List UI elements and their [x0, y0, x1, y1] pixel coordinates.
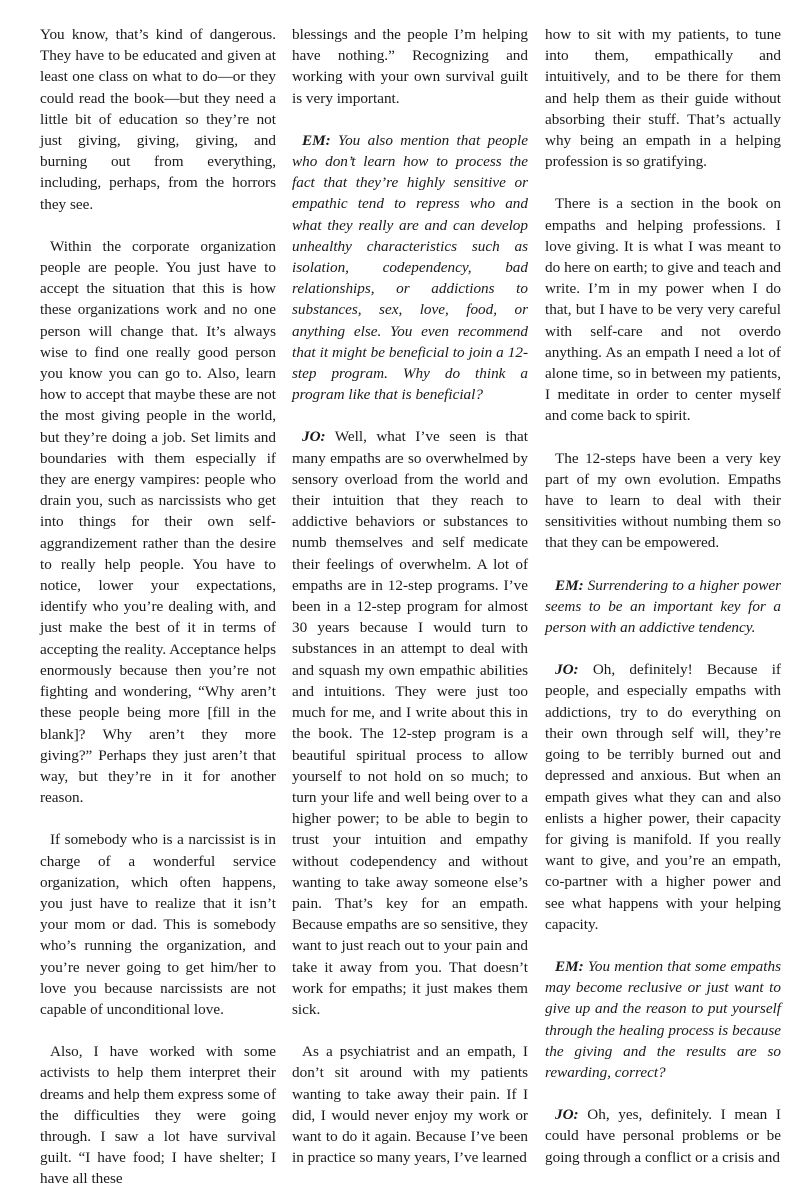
- interview-answer: [545, 659, 781, 935]
- interview-question: [292, 130, 528, 406]
- body-paragraph: [40, 236, 276, 808]
- body-paragraph: [40, 1041, 276, 1189]
- paragraph-text: If somebody who is a narcissist is in charge of a wonderful service organization, which often happens, you just have to realize that it isn’t your mom or dad. This is somebody who’s running the organization, and you’re never going to get him/her to love you because narcissists are not capable of unconditional love.: [40, 831, 276, 1018]
- body-paragraph: [292, 1041, 528, 1168]
- interview-answer: [545, 1104, 781, 1168]
- interview-question: [545, 575, 781, 639]
- speaker-label: EM:: [555, 957, 584, 975]
- speaker-label: JO:: [302, 428, 326, 446]
- speaker-label: JO:: [555, 1106, 579, 1124]
- paragraph-text: You mention that some empaths may become reclusive or just want to give up and the reason to put yourself through the healing process is because the giving and the results are so rewarding, correct?: [545, 957, 781, 1081]
- paragraph-text: The 12-steps have been a very key part of my own evolution. Empaths have to learn to deal with their sensitivities without numbing them so that they can be empowered.: [545, 449, 781, 552]
- paragraph-text: As a psychiatrist and an empath, I don’t sit around with my patients wanting to take away their pain. If I did, I would never enjoy my work or want to do it again. Because I’ve been in practice so many years, I’ve learned: [292, 1043, 528, 1167]
- body-paragraph: [40, 24, 276, 215]
- paragraph-text: Oh, definitely! Because if people, and especially empaths with addictions, try to do everything on their own through self will, they’re going to be terribly burned out and depressed and anxious. But when an empath gives what they can and also enlists a higher power, their capacity for giving is manifold. If you really want to give, and you’re an empath, co-partner with a higher power and see what happens with your helping capacity.: [545, 661, 781, 933]
- paragraph-text: Oh, yes, definitely. I mean I could have personal problems or be going through a conflict or a crisis and: [545, 1106, 781, 1166]
- paragraph-text: You know, that’s kind of dangerous. They have to be educated and given at least one class on what to do—or they could read the book—but they need a little bit of education so they’re not just giving, giving, giving, and burning out from everything, including, perhaps, from the horrors they see.: [40, 26, 276, 213]
- paragraph-text: blessings and the people I’m helping have nothing.” Recognizing and working with your own survival guilt is very important.: [292, 26, 528, 107]
- paragraph-text: Well, what I’ve seen is that many empaths are so overwhelmed by sensory overload from the world and their intuition that they reach to addictive behaviors or substances to numb themselves and self medicate their feelings of overwhelm. A lot of empaths are in 12-step programs. I’ve been in a 12-step program for almost 30 years because I would turn to substances in an attempt to deal with and squash my own empathic abilities and intuitions. They were just too much for me, and I write about this in the book. The 12-step program is a beautiful spiritual process to allow yourself to not hold on so much; to turn your life and well being over to a higher power; to be able to begin to trust your intuition and empathy without codependency and without wanting to take away someone else’s pain. That’s key for an empath. Because empaths are so sensitive, they want to just reach out to your pain and take it away from you. That doesn’t work for empaths; it just makes them sick.: [292, 428, 528, 1018]
- paragraph-text: Within the corporate organization people are people. You just have to accept the situation that this is how these organizations work and no one person will change that. It’s always wise to find one really good person you know you can go to. Also, learn how to accept that maybe these are not the most giving people in the world, but they’re doing a job. Set limits and boundaries with them especially if they are energy vampires: people who drain you, such as narcissists who get into things for their own self-aggrandizement rather than the desire to really help people. You have to notice, lower your expectations, identify who you’re dealing with, and just make the best of it in terms of accepting the reality. Acceptance helps enormously because then you’re not fighting and wondering, “Why aren’t these people being more [fill in the blank]? Why aren’t they more giving?” Perhaps they just aren’t that way, but they’re in it for another reason.: [40, 237, 276, 807]
- paragraph-text: how to sit with my patients, to tune into them, empathically and intuitively, and to be there for them and help them as their guide without absorbing their stuff. That’s actually why being an empath in a helping profession is so gratifying.: [545, 26, 781, 171]
- paragraph-text: Surrendering to a higher power seems to be an important key for a person with an addictive tendency.: [545, 576, 781, 637]
- text-column-1: [40, 24, 276, 1188]
- body-paragraph: [545, 24, 781, 172]
- interview-question: [545, 956, 781, 1083]
- body-paragraph: [292, 24, 528, 109]
- body-paragraph: [545, 193, 781, 426]
- body-paragraph: [40, 829, 276, 1020]
- text-column-3: [545, 24, 781, 1166]
- paragraph-text: There is a section in the book on empaths and helping professions. I love giving. It is what I was meant to do here on earth; to give and teach and write. I’m in my power when I do that, but I have to be very very careful with self-care and not overdo anything. As an empath I need a lot of alone time, so in between my patients, I meditate in order to center myself and come back to spirit.: [545, 195, 781, 425]
- paragraph-text: You also mention that people who don’t learn how to process the fact that they’re highly sensitive or empathic tend to repress who and what they really are and can develop unhealthy characteristics such as isolation, codependency, bad relationships, or addictions to substances, sex, love, food, or anything else. You even recommend that it might be beneficial to join a 12-step program. Why do think a program like that is beneficial?: [292, 131, 528, 404]
- text-column-2: [292, 24, 528, 1167]
- speaker-label: EM:: [555, 576, 584, 594]
- interview-answer: [292, 426, 528, 1020]
- speaker-label: EM:: [302, 131, 331, 149]
- speaker-label: JO:: [555, 661, 579, 679]
- body-paragraph: [545, 448, 781, 554]
- paragraph-text: Also, I have worked with some activists to help them interpret their dreams and help them express some of the difficulties they were going through. I saw a lot have survival guilt. “I have food; I have shelter; I have all these: [40, 1043, 276, 1188]
